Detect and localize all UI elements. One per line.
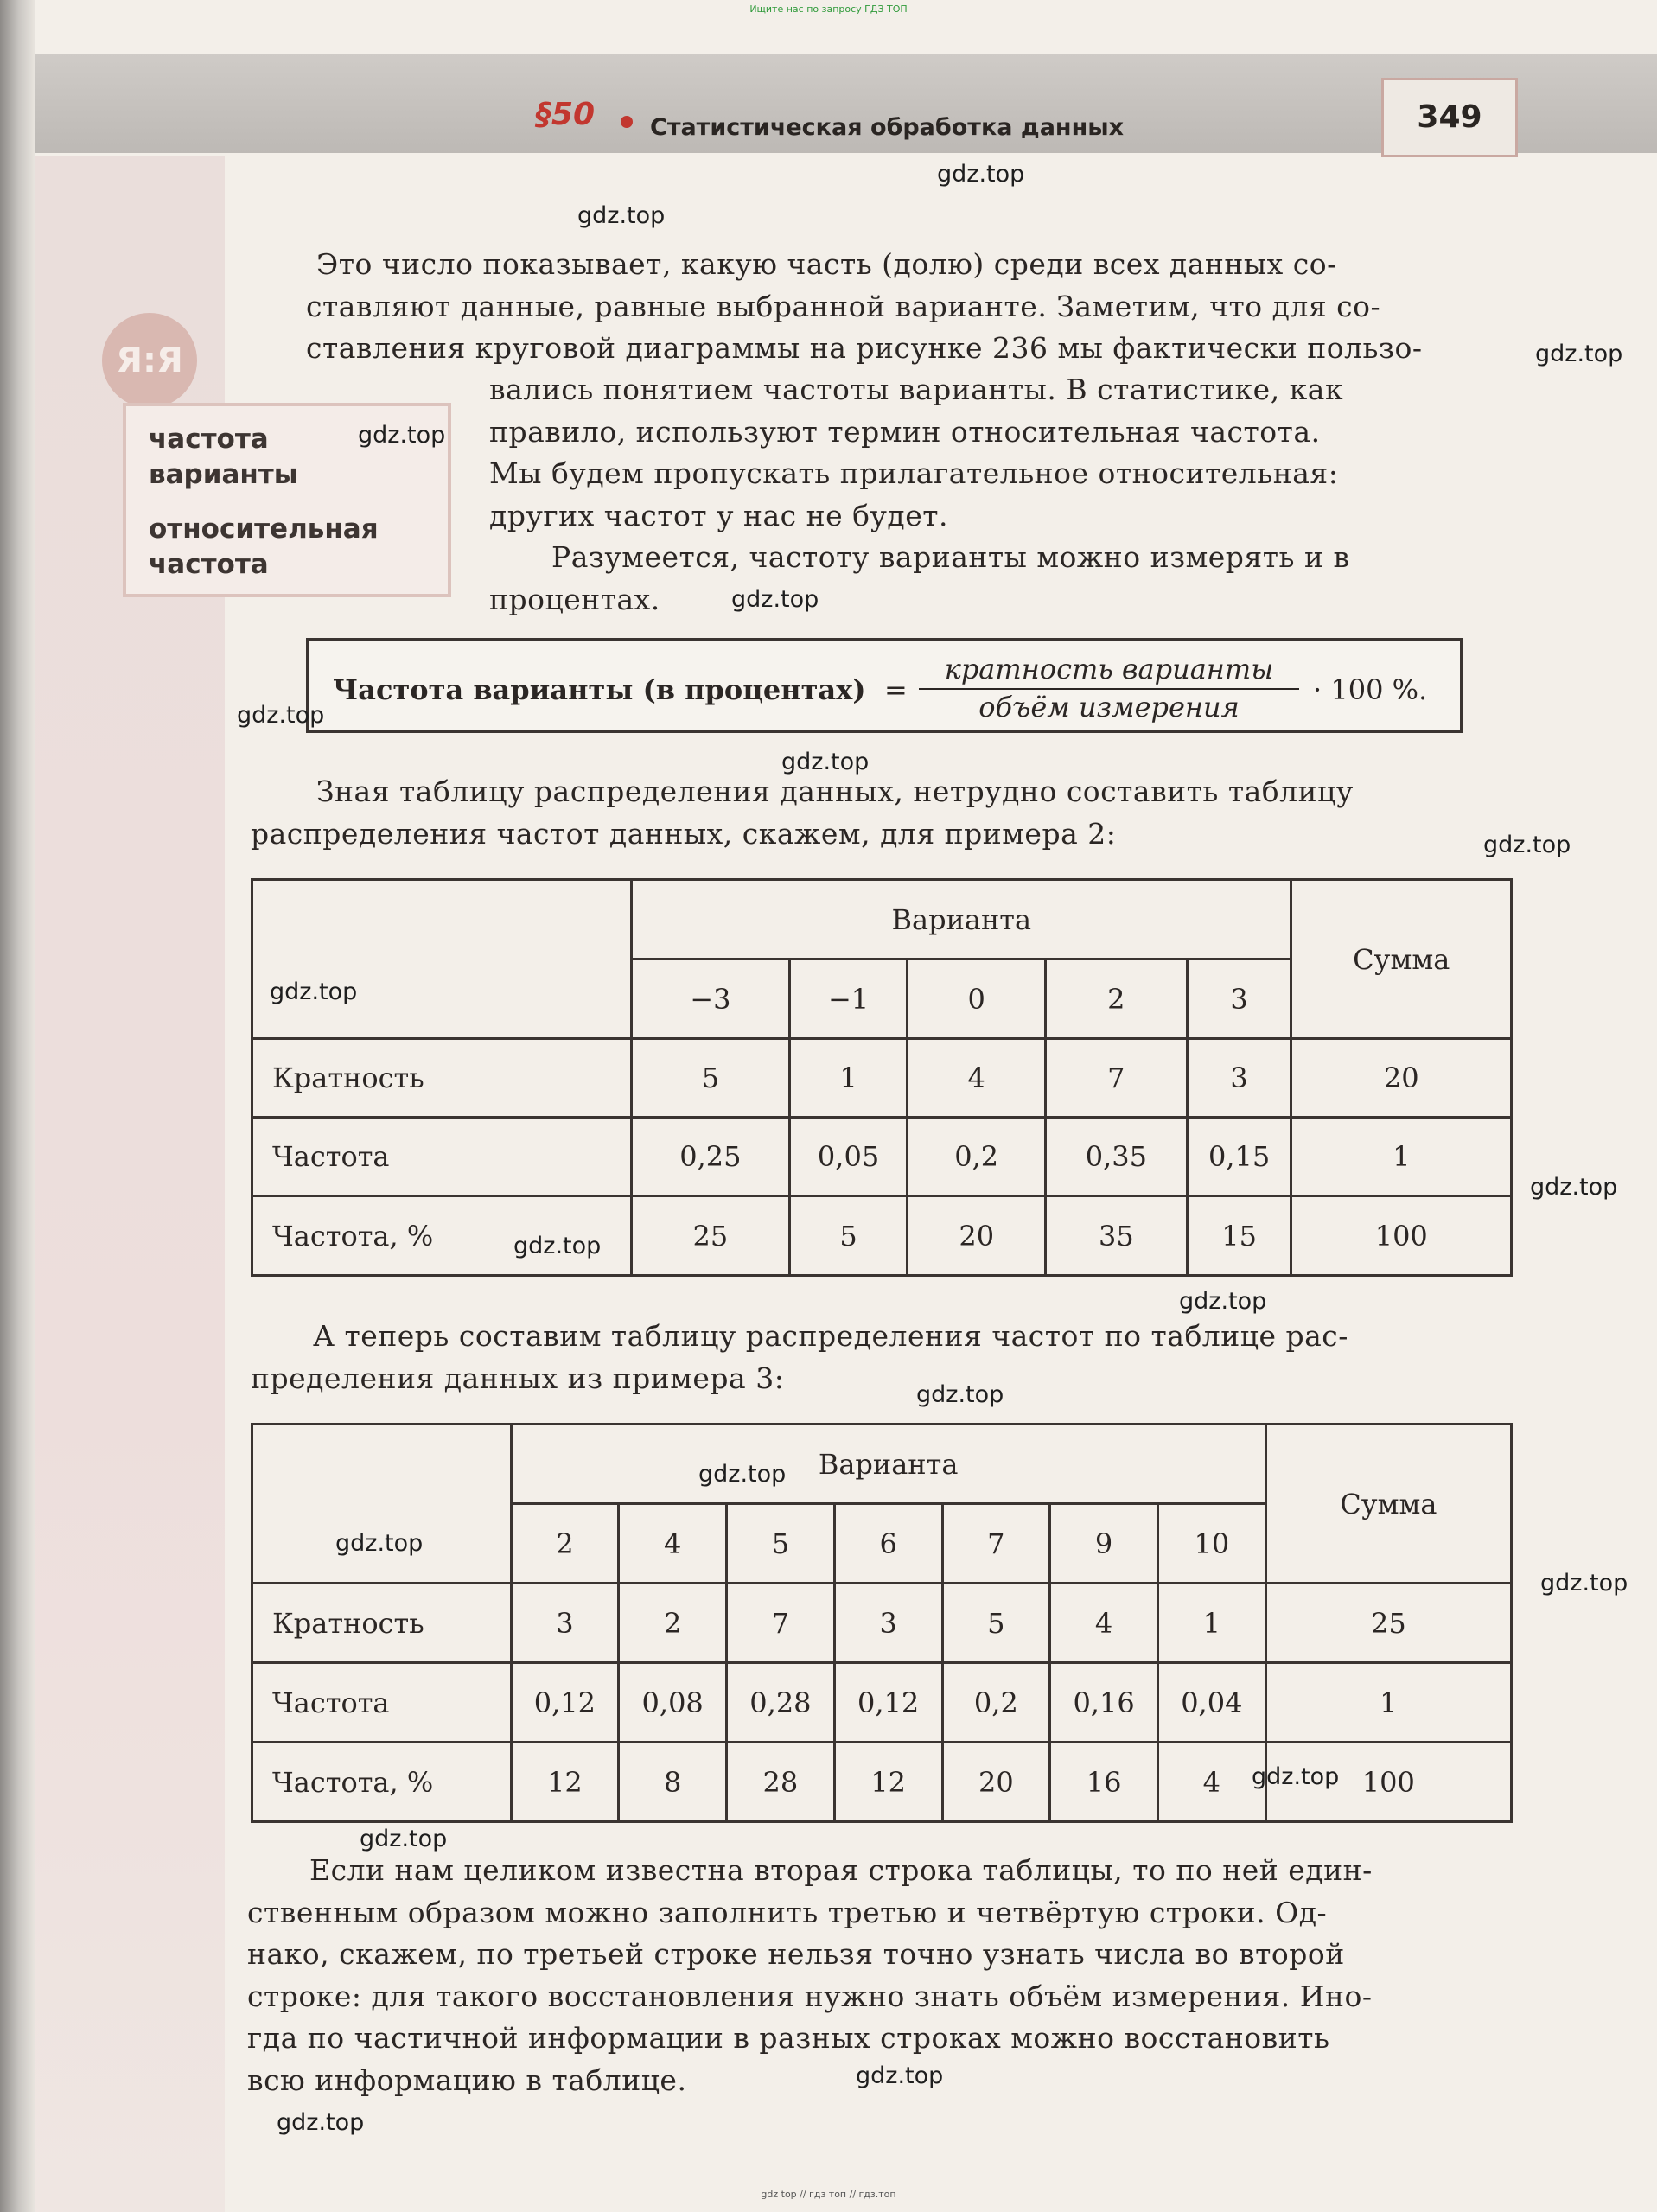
table-cell: 4 (1050, 1584, 1158, 1663)
page-number: 349 (1381, 78, 1518, 157)
table-cell: 0,2 (942, 1663, 1050, 1743)
table-cell: 0,05 (789, 1118, 908, 1196)
text-line: Разумеется, частоту варианты можно измерять и в (551, 540, 1350, 574)
table-cell: 5 (632, 1039, 790, 1118)
sum-cell: 1 (1265, 1663, 1511, 1743)
table-cell: 5 (942, 1584, 1050, 1663)
sum-cell: 20 (1291, 1039, 1512, 1118)
sum-cell: 25 (1265, 1584, 1511, 1663)
table-cell: 0,12 (834, 1663, 942, 1743)
text-line: Зная таблицу распределения данных, нетрудно составить таблицу (316, 775, 1354, 808)
text-line: всю информацию в таблице. (247, 2062, 687, 2097)
table-cell: 35 (1046, 1196, 1188, 1276)
table-cell: 20 (942, 1743, 1050, 1822)
table-cell: 3 (1187, 1039, 1291, 1118)
text-line: ставляют данные, равные выбранной варианте. Заметим, что для со- (306, 289, 1381, 323)
table-cell: 25 (632, 1196, 790, 1276)
row-label: Кратность (252, 1039, 632, 1118)
table-cell: 28 (727, 1743, 835, 1822)
table-cell: 3 (511, 1584, 619, 1663)
variant-cell: 10 (1157, 1504, 1265, 1584)
watermark: gdz.top (1530, 1174, 1618, 1201)
watermark: gdz.top (277, 2109, 365, 2136)
variant-cell: 2 (1046, 959, 1188, 1039)
table-cell: 12 (834, 1743, 942, 1822)
table-cell: 7 (727, 1584, 835, 1663)
formula-numerator: кратность варианты (944, 653, 1274, 685)
variant-cell: 7 (942, 1504, 1050, 1584)
top-note: Ищите нас по запросу ГДЗ ТОП (749, 3, 908, 15)
watermark: gdz.top (781, 749, 870, 775)
text-line: правило, используют термин относительная частота. (489, 414, 1321, 449)
text-line: Это число показывает, какую часть (долю) среди всех данных со- (316, 247, 1337, 281)
watermark: gdz.top (513, 1233, 602, 1259)
table-cell: 20 (908, 1196, 1046, 1276)
table-cell: 3 (834, 1584, 942, 1663)
variant-cell: 4 (619, 1504, 727, 1584)
formula-label: Частота варианты (в процентах) (333, 673, 866, 706)
section-number: §50 (536, 97, 596, 132)
text-line: А теперь составим таблицу распределения частот по таблице рас- (313, 1319, 1348, 1353)
table-cell: 15 (1187, 1196, 1291, 1276)
table-cell: 16 (1050, 1743, 1158, 1822)
watermark: gdz.top (937, 161, 1025, 188)
watermark: gdz.top (698, 1461, 787, 1488)
variant-cell: −1 (789, 959, 908, 1039)
table-cell: 0,2 (908, 1118, 1046, 1196)
row-label: Частота (252, 1663, 512, 1743)
row-label: Кратность (252, 1584, 512, 1663)
term-item: относительная частота (149, 513, 379, 580)
watermark: gdz.top (270, 979, 358, 1005)
text-line: нако, скажем, по третьей строке нельзя точно узнать числа во второй (247, 1937, 1345, 1971)
table-cell: 1 (1157, 1584, 1265, 1663)
dictionary-badge-icon: Я:Я (102, 313, 197, 408)
table-cell: 0,28 (727, 1663, 835, 1743)
section-title: Статистическая обработка данных (650, 114, 1125, 141)
variant-cell: 0 (908, 959, 1046, 1039)
watermark: gdz.top (1483, 832, 1571, 858)
watermark: gdz.top (916, 1381, 1004, 1408)
table-cell: 0,04 (1157, 1663, 1265, 1743)
book-spine (0, 0, 35, 2212)
table-cell: 5 (789, 1196, 908, 1276)
watermark: gdz.top (335, 1530, 424, 1557)
header-variant: Варианта (632, 880, 1291, 959)
variant-cell: −3 (632, 959, 790, 1039)
table-cell: 2 (619, 1584, 727, 1663)
text-line: Если нам целиком известна вторая строка таблицы, то по ней един- (309, 1853, 1373, 1887)
header-sum: Сумма (1291, 880, 1512, 1039)
watermark: gdz.top (1540, 1570, 1628, 1597)
sum-cell: 100 (1265, 1743, 1511, 1822)
table-cell: 4 (908, 1039, 1046, 1118)
paragraph-3 (251, 771, 1513, 855)
watermark: gdz.top (1179, 1288, 1267, 1315)
text-line: процентах. (489, 582, 660, 616)
table-cell: 0,08 (619, 1663, 727, 1743)
text-line: пределения данных из примера 3: (251, 1361, 785, 1395)
watermark: gdz.top (1535, 341, 1623, 367)
header-sum: Сумма (1265, 1425, 1511, 1584)
text-line: других частот у нас не будет. (489, 498, 949, 532)
paragraph-4 (251, 1316, 1513, 1399)
table-cell: 4 (1157, 1743, 1265, 1822)
corner-cell (252, 1425, 512, 1584)
variant-cell: 9 (1050, 1504, 1158, 1584)
watermark: gdz.top (237, 702, 325, 729)
text-line: ственным образом можно заполнить третью и четвёртую строки. Од- (247, 1895, 1328, 1929)
row-label: Частота (252, 1118, 632, 1196)
table-cell: 0,25 (632, 1118, 790, 1196)
row-label: Частота, % (252, 1196, 632, 1276)
watermark: gdz.top (1252, 1763, 1340, 1790)
table-cell: 1 (789, 1039, 908, 1118)
paragraph-1-cont (489, 369, 1518, 621)
table-cell: 0,12 (511, 1663, 619, 1743)
fraction-bar (919, 688, 1299, 690)
header-variant: Варианта (511, 1425, 1265, 1504)
text-line: вались понятием частоты варианты. В статистике, как (489, 373, 1344, 406)
formula-box (306, 638, 1463, 733)
table-cell: 0,15 (1187, 1118, 1291, 1196)
variant-cell: 3 (1187, 959, 1291, 1039)
row-label: Частота, % (252, 1743, 512, 1822)
table-cell: 8 (619, 1743, 727, 1822)
formula-tail: · 100 %. (1313, 673, 1428, 706)
formula-equals: = (884, 673, 908, 706)
variant-cell: 6 (834, 1504, 942, 1584)
bullet-icon (621, 116, 633, 128)
watermark: gdz.top (856, 2062, 944, 2089)
variant-cell: 5 (727, 1504, 835, 1584)
sum-cell: 100 (1291, 1196, 1512, 1276)
table-cell: 7 (1046, 1039, 1188, 1118)
variant-cell: 2 (511, 1504, 619, 1584)
paragraph-1 (306, 244, 1516, 370)
formula-denominator: объём измерения (978, 691, 1240, 724)
frequency-table-example-2 (251, 878, 1513, 1277)
sum-cell: 1 (1291, 1118, 1512, 1196)
table-cell: 0,16 (1050, 1663, 1158, 1743)
text-line: распределения частот данных, скажем, для примера 2: (251, 816, 1117, 851)
text-line: ставления круговой диаграммы на рисунке 236 мы фактически пользо- (306, 331, 1423, 365)
corner-cell (252, 880, 632, 1039)
watermark: gdz.top (360, 1826, 448, 1852)
text-line: гда по частичной информации в разных строках можно восстановить (247, 2021, 1330, 2055)
watermark: gdz.top (358, 422, 446, 449)
bottom-note: gdz top // гдз топ // гдз.топ (761, 2189, 896, 2200)
term-item: частота варианты (149, 424, 298, 490)
text-line: Мы будем пропускать прилагательное относительная: (489, 456, 1339, 490)
text-line: строке: для такого восстановления нужно знать объём измерения. Ино- (247, 1979, 1373, 2013)
table-cell: 0,35 (1046, 1118, 1188, 1196)
watermark: gdz.top (577, 202, 666, 229)
watermark: gdz.top (731, 586, 819, 613)
table-cell: 12 (511, 1743, 619, 1822)
